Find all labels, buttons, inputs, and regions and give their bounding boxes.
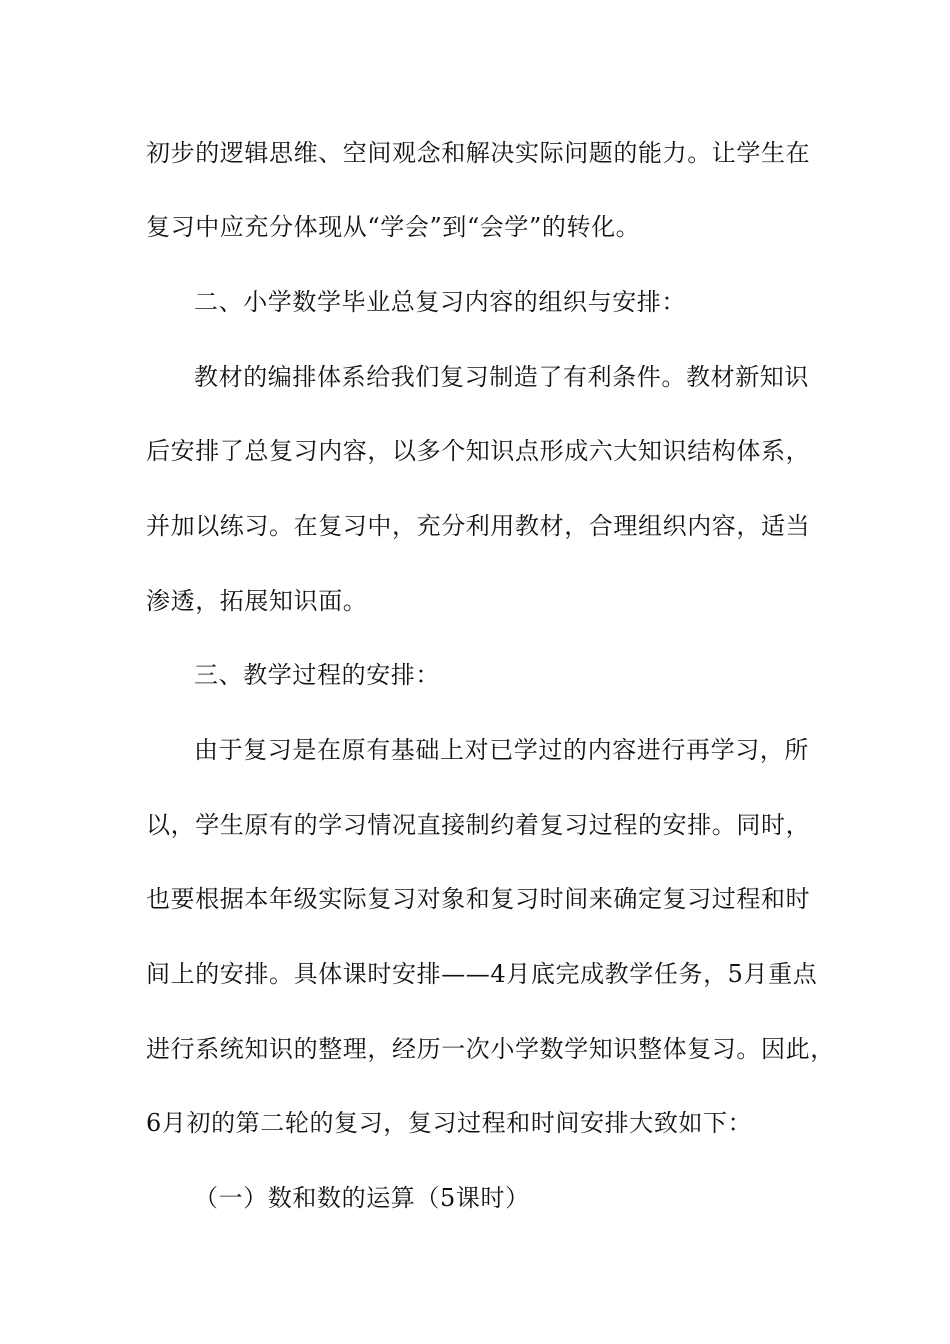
paragraph-line: 6月初的第二轮的复习，复习过程和时间安排大致如下： <box>146 1109 753 1137</box>
paragraph-line: 渗透，拓展知识面。 <box>146 587 368 615</box>
paragraph-line: 并加以练习。在复习中，充分利用教材，合理组织内容，适当 <box>146 512 811 540</box>
paragraph-line: 以，学生原有的学习情况直接制约着复习过程的安排。同时， <box>146 811 811 839</box>
paragraph-line: 后安排了总复习内容，以多个知识点形成六大知识结构体系， <box>146 437 811 465</box>
paragraph-line: 复习中应充分体现从“学会”到“会学”的转化。 <box>146 213 641 241</box>
paragraph-line: 间上的安排。具体课时安排——4月底完成教学任务，5月重点 <box>146 960 818 988</box>
paragraph-line: 由于复习是在原有基础上对已学过的内容进行再学习，所 <box>194 736 809 764</box>
subsection-heading: （一）数和数的运算（5课时） <box>194 1184 530 1212</box>
paragraph-line: 也要根据本年级实际复习对象和复习时间来确定复习过程和时 <box>146 885 811 913</box>
paragraph-line: 进行系统知识的整理，经历一次小学数学知识整体复习。因此， <box>146 1035 835 1063</box>
paragraph-line: 初步的逻辑思维、空间观念和解决实际问题的能力。让学生在 <box>146 139 811 167</box>
section-heading: 三、教学过程的安排： <box>194 661 440 689</box>
section-heading: 二、小学数学毕业总复习内容的组织与安排： <box>194 288 686 316</box>
paragraph-line: 教材的编排体系给我们复习制造了有利条件。教材新知识 <box>194 363 809 391</box>
